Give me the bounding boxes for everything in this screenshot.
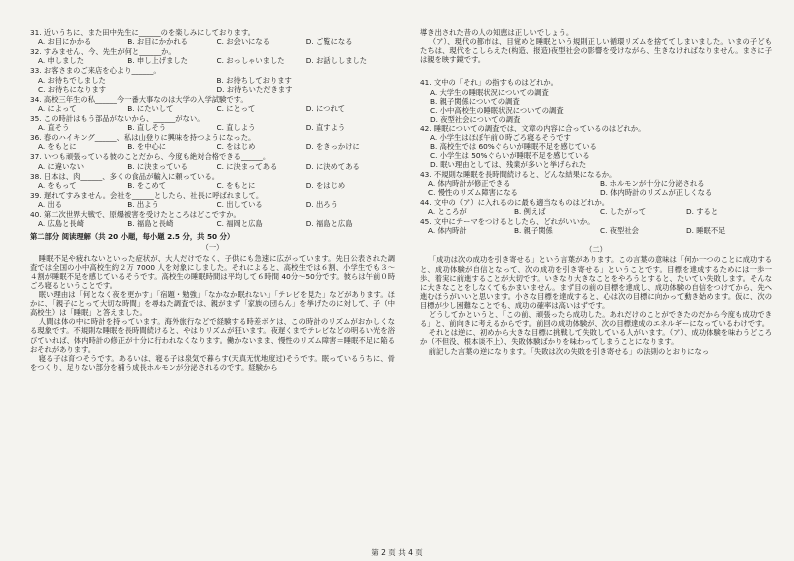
options	[38, 162, 395, 171]
option-a: A. 直そう	[38, 123, 70, 133]
question-43	[420, 170, 772, 197]
option-b: B. を中心に	[127, 142, 167, 152]
passage-paragraph: どうしてかというと、「この前、頑張ったら成功した。あれだけのことができたのだから今度も成功できる」と、前向きに考えるからです。前回の成功体験が、次の目標達成のエネルギーになっているわけです。	[420, 310, 772, 329]
option-a: A. お待ちでしました	[38, 75, 106, 85]
option-b: B. 例えば	[514, 206, 546, 216]
question-text: 38. 日本は、肉______、多くの食品が輸入に頼っている。	[30, 171, 220, 181]
question-text: 34. 高校三年生の私______今一番大事なのは大学の入学試験です。	[30, 94, 248, 104]
option-d: D. 夜型社会についての調査	[430, 114, 521, 124]
option-d: D. 睡眠不足	[686, 226, 726, 236]
option-d: D. 体内時計のリズムが正しくなる	[600, 187, 713, 197]
option-a: A. 小学生はほぼ午前０時ごろ寝るそうです	[430, 133, 571, 143]
option-d: D. 眠い理由としては、残業が多いと挙げられた	[430, 160, 587, 170]
options	[38, 104, 395, 113]
question-text: 36. 春のハイキング______、私は山登りに興味を持つようになった。	[30, 133, 256, 143]
question-text: 41. 文中の「それ」の指すものはどれか。	[420, 78, 558, 88]
options	[38, 219, 395, 228]
option-b: B. ホルモンが十分に分泌される	[600, 178, 705, 188]
question-41	[420, 78, 772, 124]
question-text: 35. この時計はもう部品がないから、______がない。	[30, 113, 205, 123]
option-c: C. にとって	[216, 103, 256, 113]
question-text: 44. 文中の（ア）に入れるのに最も適当なものはどれか。	[420, 197, 610, 207]
option-c: C. をはじめ	[216, 142, 256, 152]
option-a: A. に違いない	[38, 161, 84, 171]
options	[38, 123, 395, 132]
option-c: C. 福岡と広島	[216, 219, 263, 229]
option-b: B. に決まっている	[127, 161, 188, 171]
question-text: 42. 睡眠についての調査では、文章の内容に合っているのはどれか。	[420, 123, 646, 133]
option-d: D. 直すよう	[305, 123, 346, 133]
question-45	[420, 217, 772, 235]
option-b: B. 親子関係	[514, 226, 553, 236]
question-text: 39. 遅れてすみません。会社を______としたら、社長に呼ばれまして。	[30, 190, 264, 200]
passage-title: （一）	[201, 243, 224, 253]
option-b: B. 申し上げました	[127, 56, 188, 66]
option-c: C. お会いになる	[216, 37, 271, 47]
option-b: B. お目にかかれる	[127, 37, 188, 47]
option-a: A. によって	[38, 103, 77, 113]
option-d: D. に決めてある	[305, 161, 360, 171]
passage-paragraph: 人間は体の中に時計を持っています。海外旅行などで経験する時差ボケは、この時計のリズムがおかしくなる現象です。不規則な睡眠を長時間続けると、やはりリズムが狂います。夜遅くまでテレビなどの明るい光を浴びていれば、体内時計の修正が十分に行われなくなります。働かないまま、慢性のリズム障害＝睡眠不足に陥るおそれがあります。	[30, 317, 395, 354]
passage-title: （二）	[585, 245, 607, 255]
options	[38, 200, 395, 209]
question-32	[30, 47, 395, 65]
option-c: C. 小中高校生の睡眠状況についての調査	[430, 105, 564, 115]
question-34	[30, 95, 395, 113]
passage-paragraph: 寝る子は育つそうです。あるいは、寝る子は泉気で暮らす(天真无忧地度过)そうです。眠っているうちに、骨をつくり、足りない部分を補う成長ホルモンが分泌されるのです。経験から	[30, 353, 395, 372]
option-c: C. に決まってある	[216, 161, 278, 171]
option-b: B. 出よう	[127, 199, 159, 209]
option-b: B. 高校生では 60%ぐらいが睡眠不足を感じている	[430, 142, 597, 152]
question-40	[30, 210, 395, 228]
option-a: A. お目にかかる	[38, 37, 92, 47]
option-c: C. 慢性のリズム障害になる	[428, 187, 518, 197]
options	[38, 56, 395, 65]
question-33	[30, 66, 395, 93]
option-b: B. をこめて	[127, 180, 167, 190]
question-text: 40. 第二次世界大戦で、原爆被害を受けたところはどこですか。	[30, 210, 241, 220]
option-d: D. をきっかけに	[305, 142, 360, 152]
options	[428, 179, 772, 197]
option-b: B. 親子関係についての調査	[430, 96, 520, 106]
options	[428, 207, 772, 216]
option-d: D. につれて	[305, 103, 346, 113]
option-b: B. にたいして	[127, 103, 174, 113]
question-31	[30, 28, 395, 46]
option-b: B. 福島と長崎	[127, 219, 174, 229]
option-c: C. をもとに	[216, 180, 256, 190]
option-d: D. 出ろう	[305, 199, 338, 209]
question-36	[30, 133, 395, 151]
question-text: 32. すみません、今、先生が何と______か。	[30, 47, 176, 57]
passage-paragraph: 前記した言葉の逆になります。「失敗は次の失敗を引き寄せる」の法則のとおりになっ	[428, 346, 710, 356]
option-c: C. お待ちになります	[38, 84, 107, 94]
option-c: C. おっしゃいました	[216, 56, 285, 66]
option-d: D. すると	[686, 206, 719, 216]
option-c: C. 出している	[216, 199, 263, 209]
option-c: C. 夜型社会	[600, 226, 639, 236]
question-text: 31. 近いうちに、また田中先生に______のを楽しみにしております。	[30, 28, 255, 37]
question-39	[30, 191, 395, 209]
option-a: A. 体内時計が修正できる	[428, 178, 511, 188]
passage-paragraph: （ア）、現代の都市は、目覚めと睡眠という規則正しい循環リズムを捨ててしまいました。いまの子どもたちは、現代をこしらえた(构造、报造)夜型社会の影響を受けながら、生きなければなりません。まさに子は親を映す鏡です。	[420, 37, 772, 65]
section-title: 第二部分 阅读理解（共 20 小题，每小题 2.5 分，共 50 分）	[30, 232, 235, 242]
passage-continuation: 導き出された昔の人の知恵は正しいでしょう。	[420, 28, 574, 37]
option-d: D. 福島と広島	[305, 219, 353, 229]
question-44	[420, 198, 772, 216]
question-text: 37. いつも頑張っている彼のことだから、今度も絶対合格できる______。	[30, 152, 271, 162]
question-text: 45. 文中にテーマをつけるとしたら、どれがいいか。	[420, 217, 595, 227]
option-d: D. ご覧になる	[305, 37, 353, 47]
option-a: A. をもって	[38, 180, 77, 190]
option-a: A. 体内時計	[428, 226, 467, 236]
option-d: D. をはじめ	[305, 180, 346, 190]
option-a: A. 広島と長崎	[38, 219, 84, 229]
option-c: C. したがって	[600, 206, 647, 216]
question-text: 33. お客さまのご来店を心より______。	[30, 66, 161, 76]
left-column	[30, 28, 395, 372]
passage-paragraph: 睡眠不足や疲れないといった症状が、大人だけでなく、子供にも急速に広がっています。先日公表された調査では全国の小中高校生約２万 7000 人を対象にしました。それによると、高校生では６割、小学生でも３〜４割が睡眠不足を感じているそうです。高校生の睡眠時間は平均して６時間 40分〜50分です。彼らは午前０時ごろ寝るということです。	[30, 253, 395, 290]
options	[38, 181, 395, 190]
option-a: A. ところが	[428, 206, 467, 216]
option-b: B. お待ちしております	[216, 75, 292, 85]
option-b: B. 直しそう	[127, 123, 167, 133]
option-c: C. 小学生は 50%ぐらいが睡眠不足を感じている	[430, 151, 590, 161]
option-a: A. 出る	[38, 199, 63, 209]
passage-paragraph: 眠い理由は「何となく夜を更かす」「宿題・勉強」「なかなか眠れない」「テレビを見た」などがあります。ほかに、「親子にとって大切な時間」を尋ねた調査では、親がまず「家族の団らん」を挙げたのに対して、子（中高校生）は「睡眠」と答えました。	[30, 289, 395, 318]
option-d: D. お待ちいただきます	[216, 84, 293, 94]
options	[428, 226, 772, 235]
options	[38, 142, 395, 151]
option-a: A. 申しました	[38, 56, 84, 66]
question-37	[30, 152, 395, 170]
passage-paragraph: それとは逆に、初めから大きな目標に挑戦して失敗している人がいます。（ア）、成功体験を味わうどころか（不但没、根本谈不上）、失敗体験ばかりを味わってしまうことになります。	[420, 328, 772, 347]
passage-paragraph: 「成功は次の成功を引き寄せる」という言葉があります。この言葉の意味は「何か一つのことに成功すると、成功体験が自信となって、次の成功を引き寄せる」ということです。目標を達成するためには一歩一歩、着実に前進することが大切です。いきなり大きなことをやろうとすると、たいてい失敗します。そんなに大きなことをしなくてもかまいません。まず目の前の目標を達成し、成功体験の自信をつけてから、先へ進むほうがいいと思います。小さな目標を達成すると、心は次の目標に向かって動き始めます。仮に、次の目標が少し困難なことでも、成功の確率は高いはずです。	[420, 255, 772, 310]
option-d: D. お話ししました	[305, 56, 368, 66]
option-c: C. 直しよう	[216, 123, 256, 133]
question-text: 43. 不規則な睡眠を長時間続けると、どんな結果になるか。	[420, 169, 617, 179]
option-a: A. 大学生の睡眠状況についての調査	[430, 87, 549, 97]
right-column	[420, 28, 772, 356]
question-42	[420, 124, 772, 170]
option-a: A. をもとに	[38, 142, 77, 152]
page-number: 第 2 页 共 4 页	[371, 548, 423, 557]
options	[38, 76, 395, 94]
options	[38, 37, 395, 46]
question-35	[30, 114, 395, 132]
question-38	[30, 172, 395, 190]
